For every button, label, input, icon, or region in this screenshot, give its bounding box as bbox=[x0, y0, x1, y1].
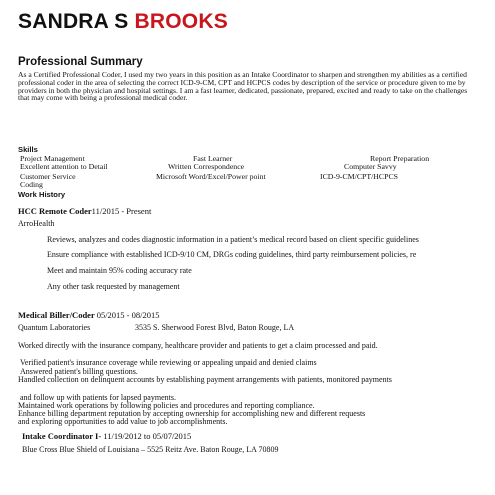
skill-item: Excellent attention to Detail bbox=[20, 162, 108, 171]
skill-item: Coding bbox=[20, 180, 43, 189]
candidate-name bbox=[18, 10, 228, 34]
work-history-heading: Work History bbox=[18, 190, 66, 199]
job-title-intake bbox=[22, 431, 191, 441]
skill-item: Written Correspondence bbox=[168, 162, 245, 171]
summary-heading: Professional Summary bbox=[18, 56, 143, 68]
employer-name: Quantum Laboratories bbox=[18, 323, 91, 332]
skill-item: ICD-9-CM/CPT/HCPCS bbox=[320, 172, 398, 181]
job-title-hcc bbox=[18, 206, 151, 216]
employer-name: ArroHealth bbox=[18, 219, 55, 228]
duty-line: Ensure compliance with established ICD-9/10 CM, DRGs coding guidelines, third party reimbursement policies, re bbox=[47, 250, 417, 259]
job-title-text: Intake Coordinator I- bbox=[22, 431, 102, 441]
skill-item: Customer Service bbox=[20, 172, 76, 181]
duty-line: Verified patient's insurance coverage while reviewing or appealing unpaid and denied claims bbox=[20, 358, 317, 367]
duty-line: and follow up with patients for lapsed payments. bbox=[20, 393, 176, 402]
employer-name: Blue Cross Blue Shield of Louisiana bbox=[22, 445, 140, 454]
employer-address: – 5525 Reitz Ave. Baton Rouge, LA 70809 bbox=[141, 445, 279, 454]
skill-item: Project Management bbox=[20, 154, 85, 163]
duty-line: and exploring opportunities to add value to job accomplishments. bbox=[18, 417, 228, 426]
job-dates: 11/19/2012 to 05/07/2015 bbox=[103, 431, 192, 441]
first-name: SANDRA S bbox=[18, 10, 129, 33]
duty-line: Handled collection on delinquent accounts by establishing payment arrangements with patients, monitored payments bbox=[18, 375, 392, 384]
duty-line: Enhance billing department reputation by accepting ownership for accomplishing new and different requests bbox=[18, 409, 366, 418]
last-name: BROOKS bbox=[134, 10, 228, 33]
skill-item: Report Preparation bbox=[370, 154, 430, 163]
job-dates: 05/2015 - 08/2015 bbox=[96, 310, 160, 320]
employer-line bbox=[22, 445, 279, 454]
job-title-text: Medical Biller/Coder bbox=[18, 310, 95, 320]
duty-line: Reviews, analyzes and codes diagnostic information in a patient’s medical record based on client specific guidelines bbox=[47, 235, 419, 244]
duty-line: Meet and maintain 95% coding accuracy rate bbox=[47, 266, 192, 275]
skill-item: Computer Savvy bbox=[344, 162, 397, 171]
job-title-text: HCC Remote Coder bbox=[18, 206, 92, 216]
duty-line: Any other task requested by management bbox=[47, 282, 180, 291]
job-title-biller bbox=[18, 310, 160, 320]
skill-item: Microsoft Word/Excel/Power point bbox=[156, 172, 266, 181]
employer-address: 3535 S. Sherwood Forest Blvd, Baton Rouge, LA bbox=[135, 323, 295, 332]
skills-heading: Skills bbox=[18, 145, 38, 154]
job-dates: 11/2015 - Present bbox=[91, 206, 152, 216]
duty-line: Worked directly with the insurance company, healthcare provider and patients to get a claim processed and paid. bbox=[18, 341, 378, 350]
duty-line: Maintained work operations by following policies and procedures and reporting compliance. bbox=[18, 401, 315, 410]
skill-item: Fast Learner bbox=[193, 154, 233, 163]
duty-line: Answered patient's billing questions. bbox=[20, 367, 138, 376]
summary-text: As a Certified Professional Coder, I used my two years in this position as an Intake Coordinator to sharpen and strengthen my abilities as a certified professional coder in the area of selecting the correct ICD-9-CM, CPT and HCPCS codes by description of the service or procedure given to me by providers in both the physician and hospital settings. I am a fast learner, dedicated, passionate, prepared, excited and ready to take on the challenges that may come with being a professional medical coder. bbox=[18, 70, 468, 103]
